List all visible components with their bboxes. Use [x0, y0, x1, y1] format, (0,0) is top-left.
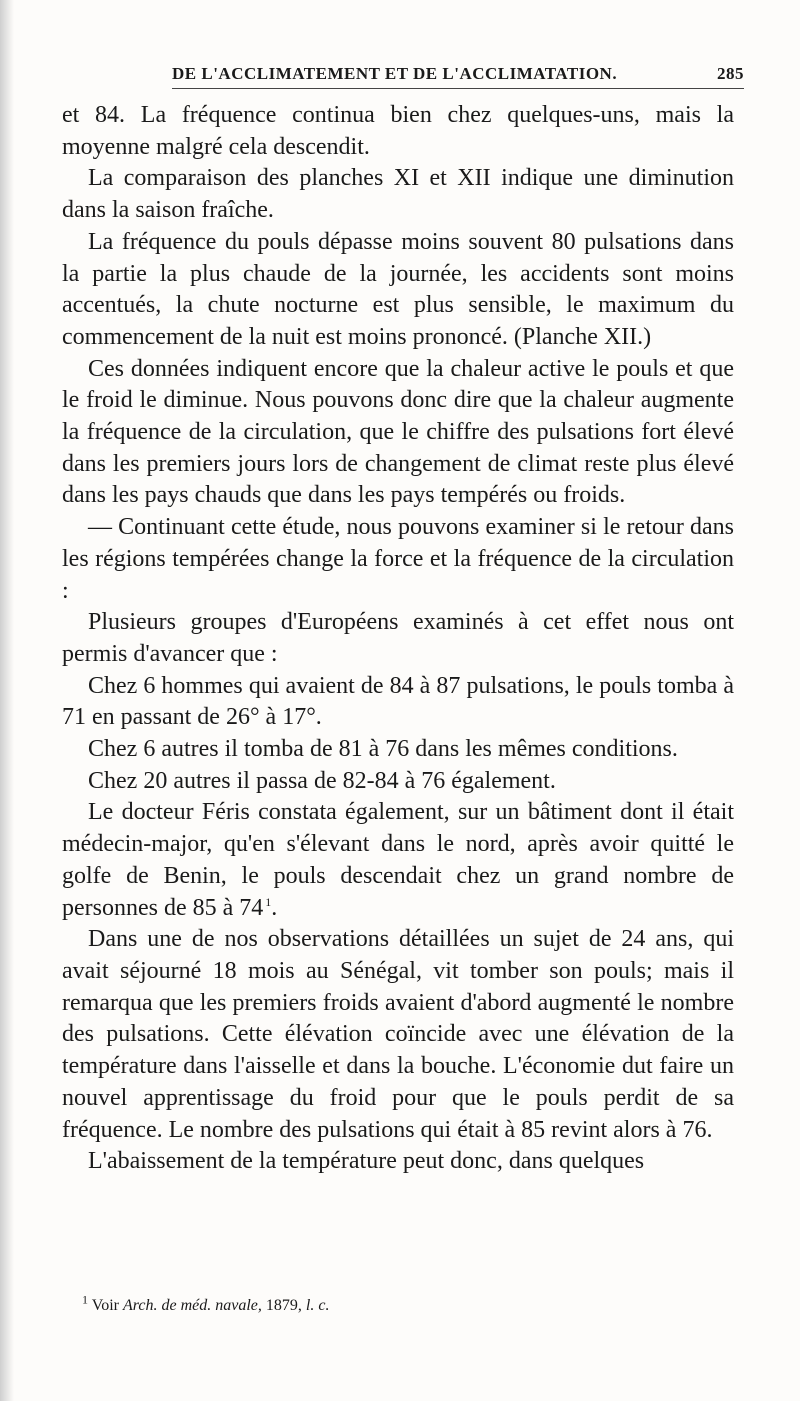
paragraph: Plusieurs groupes d'Européens examinés à cet effet nous ont permis d'avancer que :: [62, 609, 734, 667]
paragraph: Chez 6 autres il tomba de 81 à 76 dans les mêmes conditions.: [88, 736, 678, 763]
page-edge-shadow: [0, 0, 14, 1401]
paragraph: Chez 20 autres il passa de 82-84 à 76 également.: [88, 767, 556, 794]
footnote-reference: 1: [265, 894, 272, 909]
body-text: [62, 100, 734, 1178]
paragraph: Dans une de nos observations détaillées un sujet de 24 ans, qui avait séjourné 18 mois au Sénégal, vit tomber son pouls; mais il remarqua que les premiers froids avaient d'abord augmenté le nombre des pulsations. Cette élévation coïncide avec une élévation de la température dans l'aisselle et dans la bouche. L'économie dut faire un nouvel apprentissage du froid pour que le pouls perdit de sa fréquence. Le nombre des pulsations qui était à 85 revint alors à 76.: [62, 926, 734, 1143]
running-title: DE L'ACCLIMATEMENT ET DE L'ACCLIMATATION.: [172, 64, 618, 83]
page-number: 285: [717, 64, 744, 83]
paragraph: Ces données indiquent encore que la chaleur active le pouls et que le froid le diminue. Nous pouvons donc dire que la chaleur augmente la fréquence de la circulation, que le chiffre des pulsations fort élevé dans les premiers jours lors de changement de climat reste plus élevé dans les pays chauds que dans les pays tempérés ou froids.: [62, 355, 734, 509]
running-head: [172, 62, 744, 89]
paragraph: La fréquence du pouls dépasse moins souvent 80 pulsations dans la partie la plus chaude de la journée, les accidents sont moins accentués, la chute nocturne est plus sensible, le maximum du commencement de la nuit est moins prononcé. (Planche XII.): [62, 228, 734, 350]
footnote-marker: 1: [82, 1292, 88, 1307]
footnote: [82, 1292, 682, 1315]
footnote-prefix: Voir: [91, 1297, 119, 1314]
paragraph-end: .: [271, 894, 278, 921]
paragraph: — Continuant cette étude, nous pouvons examiner si le retour dans les régions tempérées change la force et la fréquence de la circulation :: [62, 514, 734, 604]
footnote-loc: l. c.: [305, 1297, 330, 1314]
paragraph: La comparaison des planches XI et XII indique une diminution dans la saison fraîche.: [62, 165, 734, 224]
footnote-source: Arch. de méd. navale,: [122, 1297, 262, 1314]
paragraph-text: Le docteur Féris constata également, sur un bâtiment dont il était médecin-major, qu'en s'élevant dans le nord, après avoir quitté le golfe de Benin, le pouls descendait chez un grand nombre de personnes de 85 à 74: [62, 799, 734, 921]
paragraph: L'abaissement de la température peut donc, dans quelques: [88, 1148, 645, 1175]
paragraph: Chez 6 hommes qui avaient de 84 à 87 pulsations, le pouls tomba à 71 en passant de 26° à 17°.: [62, 672, 734, 731]
footnote-year: 1879,: [265, 1297, 302, 1314]
paragraph-with-footnote: [62, 797, 734, 924]
paragraph: et 84. La fréquence continua bien chez quelques-uns, mais la moyenne malgré cela descendit.: [62, 102, 734, 160]
